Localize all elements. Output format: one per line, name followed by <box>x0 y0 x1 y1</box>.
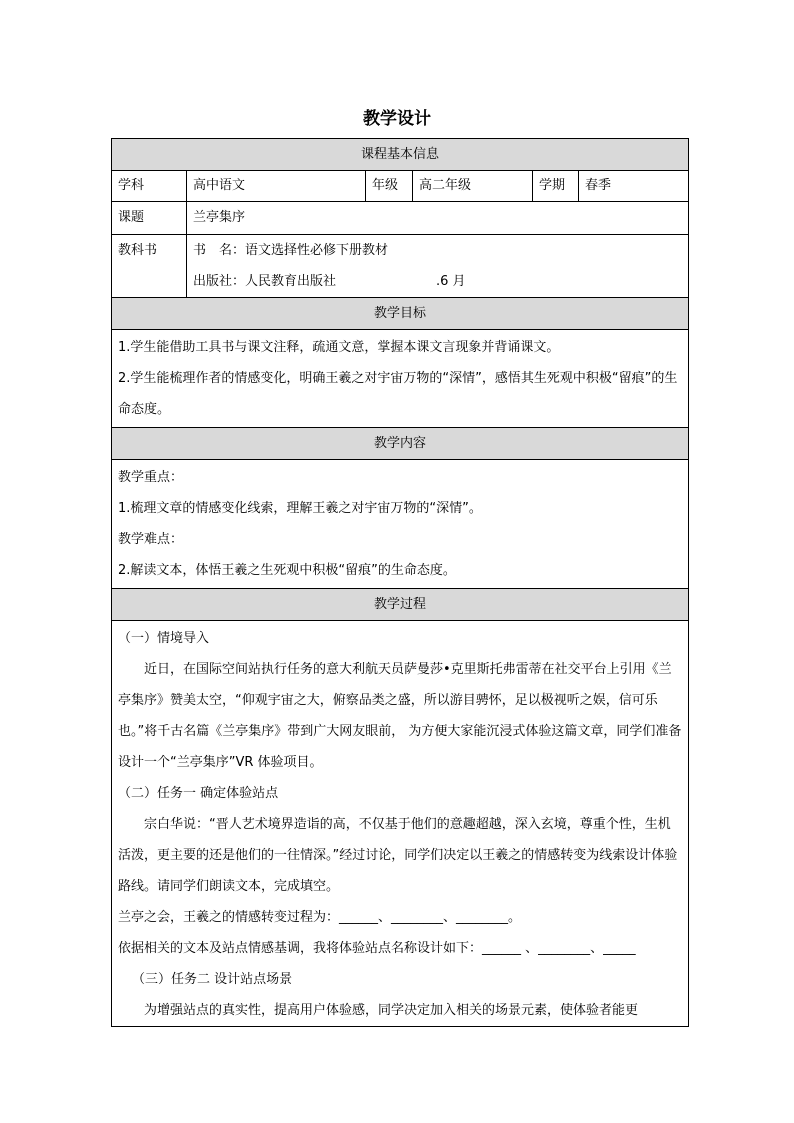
process-header: 教学过程 <box>112 589 689 621</box>
basic-info-header: 课程基本信息 <box>112 139 689 171</box>
textbook-info <box>187 235 689 298</box>
fill-blank-2: 依据相关的文本及站点情感基调，我将体验站点名称设计如下：______ 、________、_____ <box>118 941 636 956</box>
grade-value: 高二年级 <box>413 171 533 202</box>
objective-item-1: 1.学生能借助工具书与课文注释，疏通文意，掌握本课文言现象并背诵课文。 <box>118 340 560 355</box>
lesson-plan-table <box>111 138 689 1027</box>
topic-value: 兰亭集序 <box>187 202 689 235</box>
process-row <box>112 621 689 1027</box>
fill-blank-1: 兰亭之会，王羲之的情感转变过程为：______、________、________。 <box>118 910 522 925</box>
key-points-label: 教学重点： <box>118 470 184 485</box>
objectives-row <box>112 330 689 428</box>
difficulty-item: 2.解读文本，体悟王羲之生死观中积极“留痕”的生命态度。 <box>118 563 456 578</box>
subject-value: 高中语文 <box>187 171 366 202</box>
section-2-title: （二）任务一 确定体验站点 <box>118 786 279 801</box>
content-header: 教学内容 <box>112 428 689 460</box>
textbook-label: 教科书 <box>112 235 187 298</box>
textbook-row <box>112 235 689 298</box>
topic-label: 课题 <box>112 202 187 235</box>
term-value: 春季 <box>579 171 689 202</box>
process-body <box>112 621 689 1027</box>
section-2-paragraph: 宗白华说：“晋人艺术境界造诣的高，不仅基于他们的意趣超越，深入玄境，尊重个性，生机活泼，更主要的还是他们的一往情深。”经过讨论，同学们决定以王羲之的情感转变为线索设计体验路线。请同学们朗读文本，完成填空。 <box>118 817 678 894</box>
objectives-header-row <box>112 298 689 330</box>
topic-row <box>112 202 689 235</box>
publisher-line <box>193 266 682 297</box>
term-label: 学期 <box>533 171 579 202</box>
objectives-header: 教学目标 <box>112 298 689 330</box>
section-3-title: （三）任务二 设计站点场景 <box>132 972 293 987</box>
book-name-line: 书 名：语文选择性必修下册教材 <box>193 243 389 258</box>
publisher-text: 出版社：人民教育出版社 <box>193 274 337 289</box>
objective-item-2: 2.学生能梳理作者的情感变化，明确王羲之对宇宙万物的“深情”，感悟其生死观中积极“留痕”的生命态度。 <box>118 371 678 417</box>
content-header-row <box>112 428 689 460</box>
basic-info-header-row <box>112 139 689 171</box>
grade-label: 年级 <box>366 171 413 202</box>
process-header-row <box>112 589 689 621</box>
subject-label: 学科 <box>112 171 187 202</box>
content-row <box>112 460 689 589</box>
publish-date: .6 月 <box>436 274 466 289</box>
section-1-paragraph: 近日，在国际空间站执行任务的意大利航天员萨曼莎•克里斯托弗雷蒂在社交平台上引用《兰亭集序》赞美太空，“仰观宇宙之大，俯察品类之盛，所以游目骋怀，足以极视听之娱，信可乐也。”将千古名篇《兰亭集序》带到广大网友眼前， 为方便大家能沉浸式体验这篇文章，同学们准备设计一个“兰亭集序”VR 体验项目。 <box>118 662 682 770</box>
difficulty-label: 教学难点： <box>118 532 184 547</box>
page-title: 教学设计 <box>363 109 431 129</box>
content-body <box>112 460 689 589</box>
key-point-item: 1.梳理文章的情感变化线索，理解王羲之对宇宙万物的“深情”。 <box>118 501 482 516</box>
section-1-title: （一）情境导入 <box>118 631 210 646</box>
section-3-paragraph: 为增强站点的真实性，提高用户体验感，同学决定加入相关的场景元素，使体验者能更 <box>144 1003 639 1018</box>
subject-row <box>112 171 689 202</box>
objectives-body <box>112 330 689 428</box>
